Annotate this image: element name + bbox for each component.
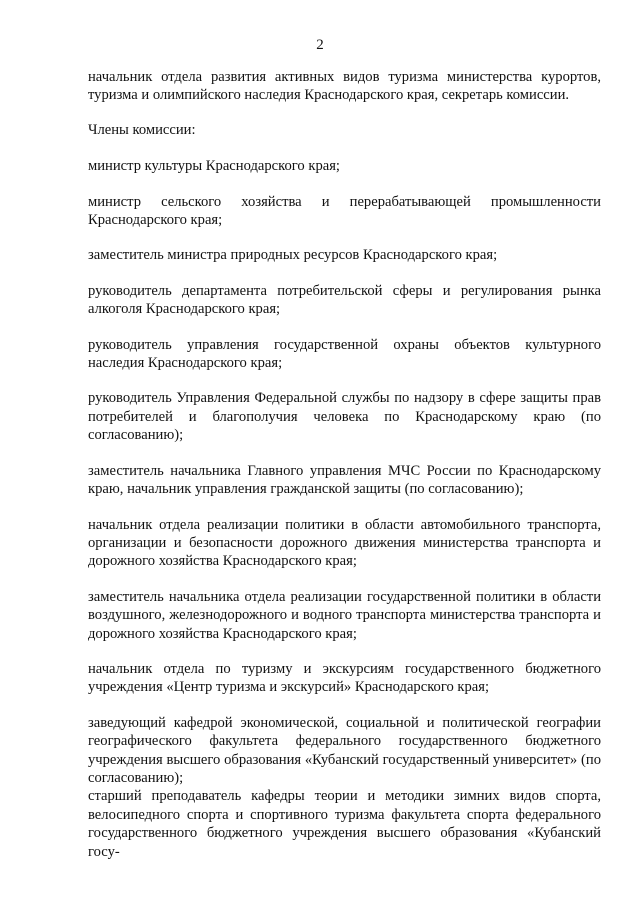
member-entry: заместитель начальника отдела реализации государственной политики в области воздушного, железнодорожного и водного транспорта министерства транспорта и дорожного хозяйства Краснодарского края; [88,588,601,642]
member-entry: руководитель департамента потребительской сферы и регулирования рынка алкоголя Краснодарского края; [88,282,601,318]
members-heading: Члены комиссии: [88,121,196,138]
member-entry: старший преподаватель кафедры теории и методики зимних видов спорта, велосипедного спорта и спортивного туризма факультета спорта федерального государственного бюджетного учреждения высшего образования «Кубанский госу- [88,788,601,860]
secretary-paragraph: начальник отдела развития активных видов туризма министерства курортов, туризма и олимпийского наследия Краснодарского края, секретарь комиссии. [88,69,601,104]
member-entry: начальник отдела по туризму и экскурсиям государственного бюджетного учреждения «Центр туризма и экскурсий» Краснодарского края; [88,660,601,696]
member-entry: руководитель управления государственной охраны объектов культурного наследия Краснодарского края; [88,336,601,372]
member-entry: министр сельского хозяйства и перерабатывающей промышленности Краснодарского края; [88,193,601,229]
commission-member-list [88,68,601,878]
member-entry: заместитель министра природных ресурсов Краснодарского края; [88,247,498,264]
member-entry: начальник отдела реализации политики в области автомобильного транспорта, организации и безопасности дорожного движения министерства транспорта и дорожного хозяйства Краснодарского края; [88,516,601,570]
member-entry: заместитель начальника Главного управления МЧС России по Краснодарскому краю, начальник управления гражданской защиты (по согласованию); [88,462,601,498]
member-entry: заведующий кафедрой экономической, социальной и политической географии географического факультета федерального государственного бюджетного учреждения высшего образования «Кубанский государственный университет» (по согласованию); [88,714,601,786]
member-entry: руководитель Управления Федеральной службы по надзору в сфере защиты прав потребителей и благополучия человека по Краснодарскому краю (по согласованию); [88,390,601,444]
member-entry: министр культуры Краснодарского края; [88,158,340,175]
page-number: 2 [316,37,324,53]
